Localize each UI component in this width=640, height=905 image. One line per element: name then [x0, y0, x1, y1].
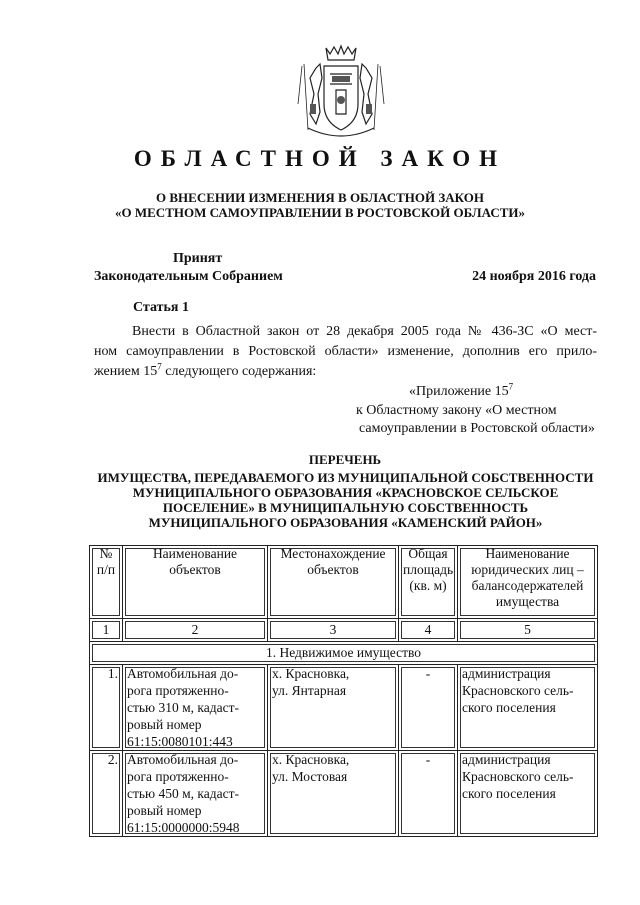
superscript: 7 [508, 381, 514, 392]
object-name-line: рога протяженно- [127, 683, 229, 698]
header-location: Местонахождение объектов [268, 546, 399, 619]
header-area: Общая площадь (кв. м) [399, 546, 458, 619]
object-name-line: рога протяженно- [127, 769, 229, 784]
column-number: 2 [123, 619, 268, 642]
article-line [94, 362, 597, 382]
object-name-line: ровый номер [127, 717, 202, 732]
column-number: 3 [268, 619, 399, 642]
annex-heading [409, 381, 514, 400]
law-title: ОБЛАСТНОЙ ЗАКОН [133, 146, 507, 171]
object-location [268, 751, 399, 837]
article-line: Внести в Областной закон от 28 декабря 2005 года № 436-ЗС «О мест- [132, 324, 597, 339]
column-number: 4 [399, 619, 458, 642]
adopted-label: Принят [173, 251, 223, 266]
law-subtitle [0, 190, 640, 220]
law-subtitle-line: «О МЕСТНОМ САМОУПРАВЛЕНИИ В РОСТОВСКОЙ ОБЛАСТИ» [115, 205, 525, 220]
superscript: 7 [157, 361, 162, 372]
object-name-line: 61:15:0000000:5948 [127, 820, 240, 835]
object-location-line: х. Красновка, [272, 666, 350, 681]
object-name [123, 665, 268, 751]
object-location-line: ул. Мостовая [272, 769, 348, 784]
object-name-line: Автомобильная до- [127, 666, 239, 681]
article-line-text: следующего содержания: [161, 364, 317, 379]
object-location-line: х. Красновка, [272, 752, 350, 767]
adopted-date: 24 ноября 2016 года [472, 269, 596, 284]
adopted-by: Законодательным Собранием [94, 269, 283, 284]
table-header-row [90, 546, 598, 619]
property-table [89, 545, 598, 837]
row-number: 2. [90, 751, 123, 837]
balance-holder [458, 751, 598, 837]
balance-holder-line: администрация [462, 666, 551, 681]
annex-heading-text: «Приложение 15 [409, 384, 509, 399]
list-title-line: МУНИЦИПАЛЬНОГО ОБРАЗОВАНИЯ «КРАСНОВСКОЕ СЕЛЬСКОЕ [132, 485, 559, 500]
list-title-line: ИМУЩЕСТВА, ПЕРЕДАВАЕМОГО ИЗ МУНИЦИПАЛЬНОЙ СОБСТВЕННОСТИ [97, 470, 594, 485]
balance-holder-line: администрация [462, 752, 551, 767]
column-number-row [90, 619, 598, 642]
object-location-line: ул. Янтарная [272, 683, 347, 698]
list-title-line: ПОСЕЛЕНИЕ» В МУНИЦИПАЛЬНУЮ СОБСТВЕННОСТЬ [162, 500, 529, 515]
annex-reference-line: к Областному закону «О местном [356, 403, 557, 418]
object-name-line: стью 450 м, кадаст- [127, 786, 240, 801]
article-heading: Статья 1 [133, 300, 189, 315]
coat-of-arms-emblem [296, 44, 386, 144]
object-area: - [399, 665, 458, 751]
table-row [90, 751, 598, 837]
section-row [90, 642, 598, 665]
object-location [268, 665, 399, 751]
balance-holder-line: Красновского сель- [462, 683, 574, 698]
balance-holder [458, 665, 598, 751]
object-name-line: 61:15:0080101:443 [127, 734, 233, 749]
column-number: 1 [90, 619, 123, 642]
section-title: 1. Недвижимое имущество [90, 642, 598, 665]
header-name: Наименование объектов [123, 546, 268, 619]
balance-holder-line: ского поселения [462, 700, 556, 715]
list-heading: ПЕРЕЧЕНЬ [308, 452, 382, 467]
table-row [90, 665, 598, 751]
header-holder: Наименование юридических лиц – балансодержателей имущества [458, 546, 598, 619]
object-name-line: Автомобильная до- [127, 752, 239, 767]
article-body [94, 322, 597, 382]
law-subtitle-line: О ВНЕСЕНИИ ИЗМЕНЕНИЯ В ОБЛАСТНОЙ ЗАКОН [156, 190, 484, 205]
list-title [94, 470, 597, 530]
article-line: ном самоуправлении в Ростовской области» изменение, дополнив его прило- [94, 344, 597, 359]
object-area: - [399, 751, 458, 837]
annex-reference-line: самоуправлении в Ростовской области» [359, 421, 595, 436]
header-num: № п/п [90, 546, 123, 619]
balance-holder-line: ского поселения [462, 786, 556, 801]
balance-holder-line: Красновского сель- [462, 769, 574, 784]
article-line-text: жением 15 [94, 364, 158, 379]
column-number: 5 [458, 619, 598, 642]
row-number: 1. [90, 665, 123, 751]
annex-reference [356, 402, 595, 438]
list-title-line: МУНИЦИПАЛЬНОГО ОБРАЗОВАНИЯ «КАМЕНСКИЙ РАЙОН» [148, 515, 543, 530]
object-name-line: ровый номер [127, 803, 202, 818]
object-name-line: стью 310 м, кадаст- [127, 700, 240, 715]
object-name [123, 751, 268, 837]
